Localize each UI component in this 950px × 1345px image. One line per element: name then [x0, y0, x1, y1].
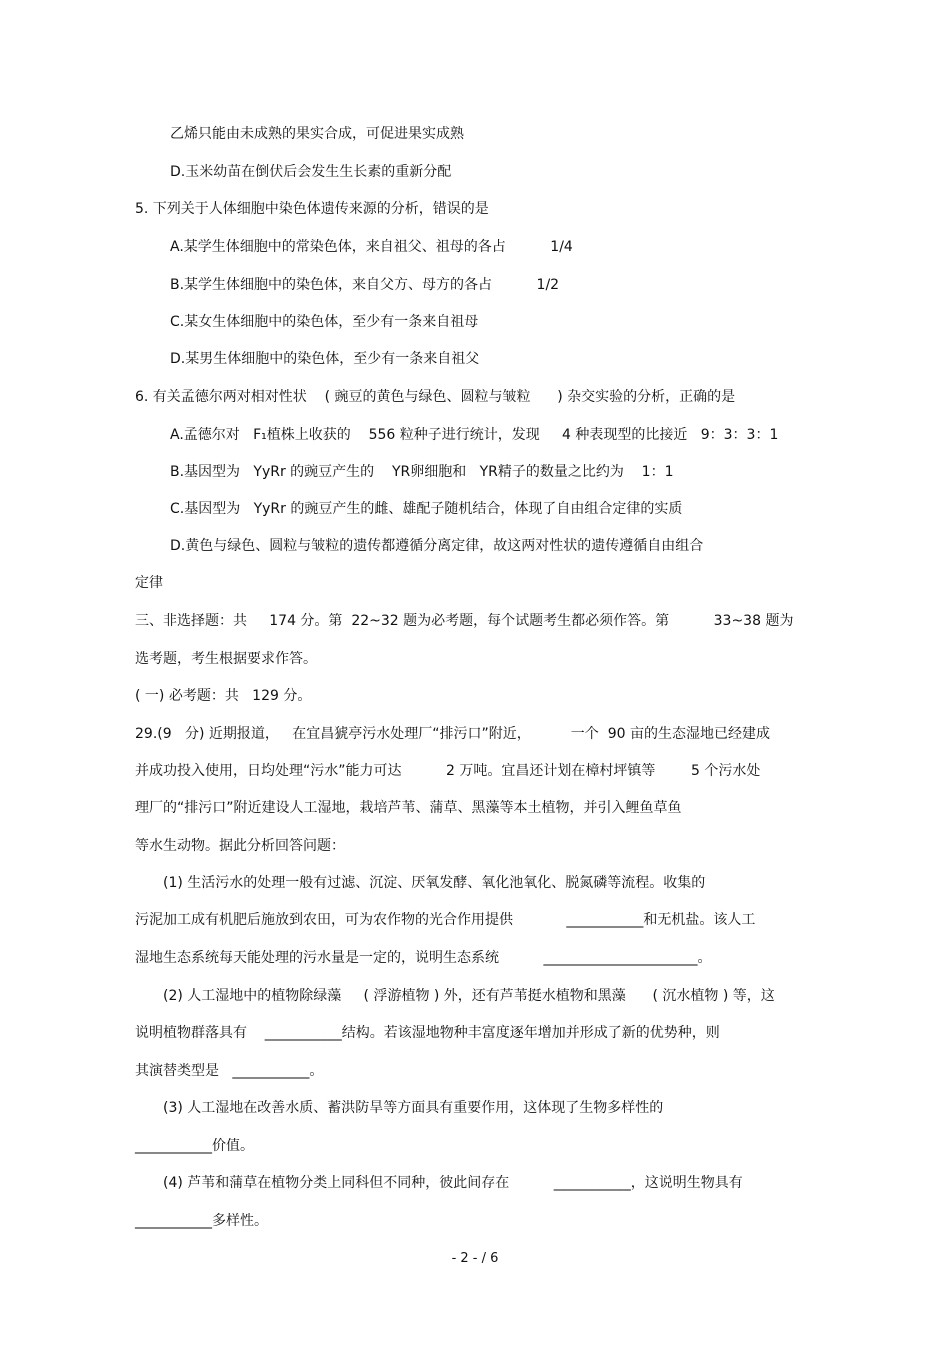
text-line: 说明植物群落具有 ___________结构。若该湿地物种丰富度逐年增加并形成了新的优势种，则 [135, 1025, 720, 1041]
option-c-q5: C.某女生体细胞中的染色体，至少有一条来自祖母 [170, 314, 479, 330]
subsection-heading: ( 一) 必考题：共 129 分。 [135, 688, 312, 704]
text-line: 选考题，考生根据要求作答。 [135, 651, 317, 667]
text-line: ___________多样性。 [135, 1213, 268, 1229]
option-d-q6: D.黄色与绿色、圆粒与皱粒的遗传都遵循分离定律，故这两对性状的遗传遵循自由组合 [170, 538, 704, 554]
option-d-q5: D.某男生体细胞中的染色体，至少有一条来自祖父 [170, 351, 480, 367]
option-b-q5: B.某学生体细胞中的染色体，来自父方、母方的各占 1/2 [170, 277, 560, 293]
text-line: 其演替类型是 ___________。 [135, 1063, 324, 1079]
option-a-q5: A.某学生体细胞中的常染色体，来自祖父、祖母的各占 1/4 [170, 239, 573, 255]
text-line: ___________价值。 [135, 1138, 254, 1154]
sub-question-3: (3) 人工湿地在改善水质、蓄洪防旱等方面具有重要作用，这体现了生物多样性的 [163, 1100, 664, 1116]
question-5: 5. 下列关于人体细胞中染色体遗传来源的分析，错误的是 [135, 201, 489, 217]
page-number: - 2 - / 6 [451, 1251, 499, 1266]
text-line: 理厂的“排污口”附近建设人工湿地，栽培芦苇、蒲草、黑藻等本土植物，并引入鲤鱼草鱼 [135, 800, 682, 816]
text-line: 污泥加工成有机肥后施放到农田，可为农作物的光合作用提供 ___________和无机盐。该人工 [135, 912, 756, 928]
option-c-q6: C.基因型为 YyRr 的豌豆产生的雌、雄配子随机结合，体现了自由组合定律的实质 [170, 501, 683, 517]
text-line: 定律 [135, 575, 163, 591]
sub-question-1: (1) 生活污水的处理一般有过滤、沉淀、厌氧发酵、氧化池氧化、脱氮磷等流程。收集的 [163, 875, 706, 891]
question-6: 6. 有关孟德尔两对相对性状 ( 豌豆的黄色与绿色、圆粒与皱粒 ) 杂交实验的分析，正确的是 [135, 389, 736, 405]
option-b-q6: B.基因型为 YyRr 的豌豆产生的 YR卵细胞和 YR精子的数量之比约为 1：1 [170, 464, 674, 480]
sub-question-4: (4) 芦苇和蒲草在植物分类上同科但不同种，彼此间存在 ___________，这说明生物具有 [163, 1175, 743, 1191]
text-line: 湿地生态系统每天能处理的污水量是一定的，说明生态系统 ______________________。 [135, 950, 712, 966]
text-line: 并成功投入使用，日均处理“污水”能力可达 2 万吨。宜昌还计划在樟村坪镇等 5 个污水处 [135, 763, 761, 779]
section-heading: 三、非选择题：共 174 分。第 22~32 题为必考题，每个试题考生都必须作答。第 33~38 题为 [135, 613, 794, 629]
option-a-q6: A.孟德尔对 F₁植株上收获的 556 粒种子进行统计，发现 4 种表现型的比接近 9：3：3：1 [170, 427, 779, 443]
sub-question-2: (2) 人工湿地中的植物除绿藻 ( 浮游植物 ) 外，还有芦苇挺水植物和黑藻 ( 沉水植物 ) 等，这 [163, 988, 775, 1004]
option-d-q4: D.玉米幼苗在倒伏后会发生生长素的重新分配 [170, 164, 452, 180]
text-line: 等水生动物。据此分析回答问题： [135, 838, 345, 854]
text-line: 乙烯只能由未成熟的果实合成，可促进果实成熟 [170, 126, 464, 142]
question-29: 29.(9 分) 近期报道， 在宜昌猇亭污水处理厂“排污口”附近， 一个 90 亩的生态湿地已经建成 [135, 726, 770, 742]
